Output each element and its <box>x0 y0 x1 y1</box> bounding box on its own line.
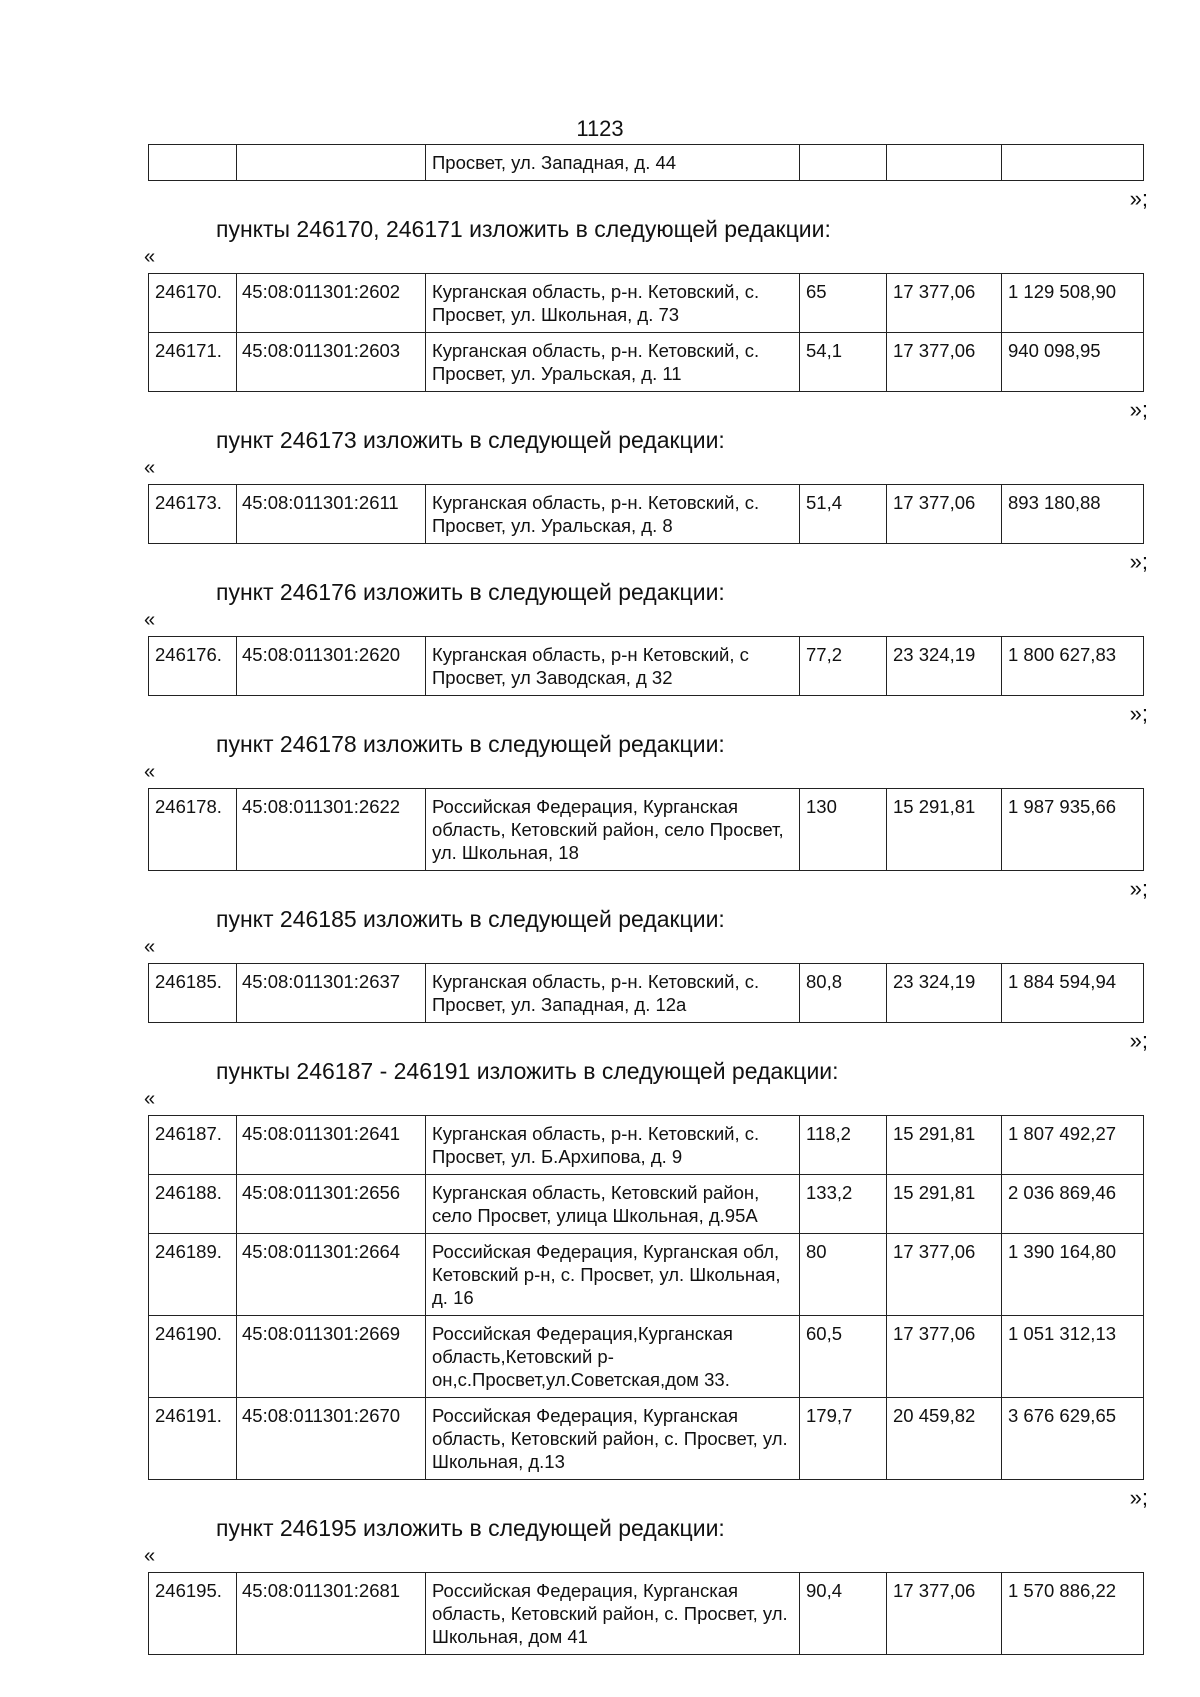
closing-quote: »; <box>1129 549 1148 574</box>
data-table <box>148 963 1144 1023</box>
table-row <box>149 789 1144 871</box>
unit-cost-cell: 17 377,06 <box>887 333 1002 392</box>
total-value-cell: 1 570 886,22 <box>1002 1573 1144 1655</box>
address-cell: Курганская область, р-н. Кетовский, с. Просвет, ул. Западная, д. 12а <box>426 964 800 1023</box>
address-cell: Курганская область, р-н Кетовский, с Просвет, ул Заводская, д 32 <box>426 637 800 696</box>
opening-quote: « <box>144 1088 156 1110</box>
area-cell: 65 <box>800 274 887 333</box>
total-value-cell: 1 884 594,94 <box>1002 964 1144 1023</box>
unit-cost-cell: 15 291,81 <box>887 789 1002 871</box>
opening-quote: « <box>144 936 156 958</box>
unit-cost-cell: 20 459,82 <box>887 1398 1002 1480</box>
table-row <box>149 1116 1144 1175</box>
address-cell: Российская Федерация, Курганская область, Кетовский район, с. Просвет, ул. Школьная, д.13 <box>426 1398 800 1480</box>
area-cell: 60,5 <box>800 1316 887 1398</box>
table-row <box>149 1398 1144 1480</box>
area-cell: 54,1 <box>800 333 887 392</box>
area-cell: 51,4 <box>800 485 887 544</box>
unit-cost-cell: 15 291,81 <box>887 1175 1002 1234</box>
closing-quote: »; <box>1129 876 1148 901</box>
address-cell: Курганская область, р-н. Кетовский, с. Просвет, ул. Школьная, д. 73 <box>426 274 800 333</box>
area-cell: 130 <box>800 789 887 871</box>
area-cell <box>800 145 887 181</box>
item-number-cell: 246188. <box>149 1175 237 1234</box>
area-cell: 80 <box>800 1234 887 1316</box>
closing-quote: »; <box>1129 1485 1148 1510</box>
data-table <box>148 788 1144 871</box>
table-row <box>149 333 1144 392</box>
amendment-instruction: пункт 246195 изложить в следующей редакции: <box>216 1515 725 1541</box>
unit-cost-cell: 17 377,06 <box>887 274 1002 333</box>
unit-cost-cell: 17 377,06 <box>887 485 1002 544</box>
area-cell: 118,2 <box>800 1116 887 1175</box>
item-number-cell: 246190. <box>149 1316 237 1398</box>
data-table <box>148 273 1144 392</box>
data-table-continued <box>148 144 1144 181</box>
total-value-cell: 1 800 627,83 <box>1002 637 1144 696</box>
address-cell: Курганская область, р-н. Кетовский, с. Просвет, ул. Уральская, д. 8 <box>426 485 800 544</box>
amendment-instruction: пункт 246178 изложить в следующей редакции: <box>216 731 725 757</box>
item-number-cell: 246187. <box>149 1116 237 1175</box>
cadastral-number-cell: 45:08:011301:2622 <box>237 789 426 871</box>
area-cell: 77,2 <box>800 637 887 696</box>
data-table <box>148 636 1144 696</box>
opening-quote: « <box>144 761 156 783</box>
total-value-cell: 940 098,95 <box>1002 333 1144 392</box>
item-number-cell: 246176. <box>149 637 237 696</box>
area-cell: 179,7 <box>800 1398 887 1480</box>
unit-cost-cell: 17 377,06 <box>887 1234 1002 1316</box>
item-number-cell: 246195. <box>149 1573 237 1655</box>
table-row <box>149 1316 1144 1398</box>
cadastral-number-cell: 45:08:011301:2664 <box>237 1234 426 1316</box>
item-number-cell: 246171. <box>149 333 237 392</box>
total-value-cell: 1 051 312,13 <box>1002 1316 1144 1398</box>
cadastral-number-cell: 45:08:011301:2656 <box>237 1175 426 1234</box>
address-cell: Курганская область, р-н. Кетовский, с. Просвет, ул. Б.Архипова, д. 9 <box>426 1116 800 1175</box>
address-cell: Просвет, ул. Западная, д. 44 <box>426 145 800 181</box>
item-number-cell: 246191. <box>149 1398 237 1480</box>
table-row <box>149 274 1144 333</box>
opening-quote: « <box>144 609 156 631</box>
item-number-cell: 246170. <box>149 274 237 333</box>
area-cell: 90,4 <box>800 1573 887 1655</box>
total-value-cell: 1 987 935,66 <box>1002 789 1144 871</box>
amendment-instruction: пункт 246173 изложить в следующей редакции: <box>216 427 725 453</box>
cadastral-number-cell: 45:08:011301:2602 <box>237 274 426 333</box>
cadastral-number-cell: 45:08:011301:2611 <box>237 485 426 544</box>
cadastral-number-cell: 45:08:011301:2681 <box>237 1573 426 1655</box>
closing-quote: »; <box>1129 701 1148 726</box>
data-table <box>148 1572 1144 1655</box>
unit-cost-cell <box>887 145 1002 181</box>
address-cell: Курганская область, Кетовский район, село Просвет, улица Школьная, д.95А <box>426 1175 800 1234</box>
item-number-cell: 246189. <box>149 1234 237 1316</box>
opening-quote: « <box>144 1545 156 1567</box>
table-row <box>149 1573 1144 1655</box>
amendment-instruction: пункт 246185 изложить в следующей редакции: <box>216 906 725 932</box>
opening-quote: « <box>144 457 156 479</box>
table-row <box>149 637 1144 696</box>
total-value-cell: 1 129 508,90 <box>1002 274 1144 333</box>
unit-cost-cell: 23 324,19 <box>887 964 1002 1023</box>
cadastral-number-cell: 45:08:011301:2637 <box>237 964 426 1023</box>
address-cell: Курганская область, р-н. Кетовский, с. Просвет, ул. Уральская, д. 11 <box>426 333 800 392</box>
total-value-cell: 3 676 629,65 <box>1002 1398 1144 1480</box>
unit-cost-cell: 17 377,06 <box>887 1573 1002 1655</box>
table-row <box>149 964 1144 1023</box>
closing-quote: »; <box>1129 186 1148 211</box>
area-cell: 133,2 <box>800 1175 887 1234</box>
address-cell: Российская Федерация, Курганская область, Кетовский район, село Просвет, ул. Школьная, 18 <box>426 789 800 871</box>
cadastral-number-cell: 45:08:011301:2669 <box>237 1316 426 1398</box>
amendment-instruction: пункты 246187 - 246191 изложить в следующей редакции: <box>216 1058 839 1084</box>
address-cell: Российская Федерация,Курганская область,Кетовский р-он,с.Просвет,ул.Советская,дом 33. <box>426 1316 800 1398</box>
closing-quote: »; <box>1129 1028 1148 1053</box>
page-number: 1123 <box>576 116 624 141</box>
table-row <box>149 485 1144 544</box>
cadastral-number-cell: 45:08:011301:2603 <box>237 333 426 392</box>
unit-cost-cell: 17 377,06 <box>887 1316 1002 1398</box>
total-value-cell: 893 180,88 <box>1002 485 1144 544</box>
amendment-instruction: пункт 246176 изложить в следующей редакции: <box>216 579 725 605</box>
data-table <box>148 484 1144 544</box>
total-value-cell: 2 036 869,46 <box>1002 1175 1144 1234</box>
cadastral-number-cell: 45:08:011301:2620 <box>237 637 426 696</box>
table-row <box>149 1175 1144 1234</box>
closing-quote: »; <box>1129 397 1148 422</box>
item-number-cell: 246185. <box>149 964 237 1023</box>
table-row <box>149 1234 1144 1316</box>
data-table <box>148 1115 1144 1480</box>
cadastral-number-cell <box>237 145 426 181</box>
unit-cost-cell: 15 291,81 <box>887 1116 1002 1175</box>
table-row <box>149 145 1144 181</box>
total-value-cell: 1 390 164,80 <box>1002 1234 1144 1316</box>
cadastral-number-cell: 45:08:011301:2641 <box>237 1116 426 1175</box>
cadastral-number-cell: 45:08:011301:2670 <box>237 1398 426 1480</box>
address-cell: Российская Федерация, Курганская обл, Кетовский р-н, с. Просвет, ул. Школьная, д. 16 <box>426 1234 800 1316</box>
total-value-cell <box>1002 145 1144 181</box>
total-value-cell: 1 807 492,27 <box>1002 1116 1144 1175</box>
unit-cost-cell: 23 324,19 <box>887 637 1002 696</box>
address-cell: Российская Федерация, Курганская область, Кетовский район, с. Просвет, ул. Школьная, дом 41 <box>426 1573 800 1655</box>
amendment-instruction: пункты 246170, 246171 изложить в следующей редакции: <box>216 216 831 242</box>
item-number-cell: 246178. <box>149 789 237 871</box>
item-number-cell <box>149 145 237 181</box>
item-number-cell: 246173. <box>149 485 237 544</box>
opening-quote: « <box>144 246 156 268</box>
area-cell: 80,8 <box>800 964 887 1023</box>
document-body <box>0 144 1200 1655</box>
